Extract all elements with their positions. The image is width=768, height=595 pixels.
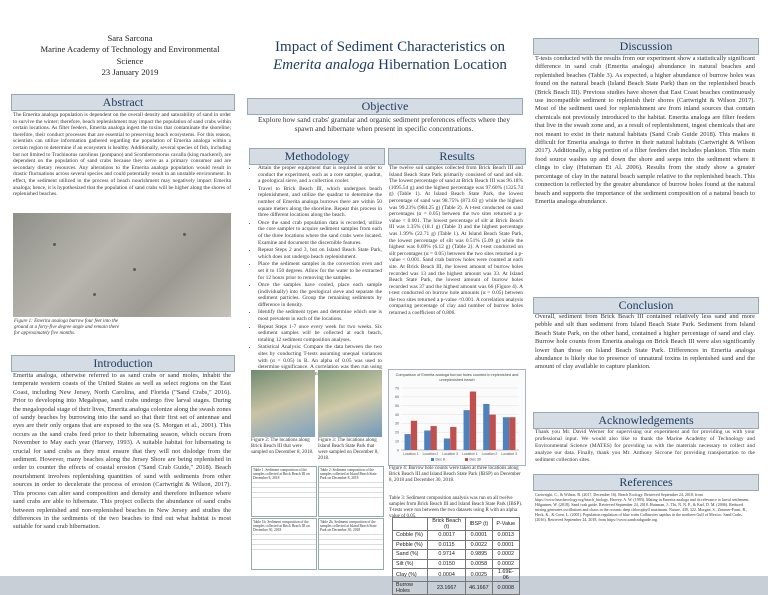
legend-label: Dec 8 (435, 457, 445, 462)
table2 (318, 466, 384, 517)
discussion-body: T-tests conducted with the results from our experiment show a statistically significant difference in sand crab (Emerita analoga) abundance in natural beaches and replenished beaches (Table 3). As expected, a higher abundance of burrow holes was found on the natural beach (Island Beach State Park) than on the replenished beach (Brick Beach III). Previous studies have shown that East Coast beaches continuously use incompatible sediment to replenish their shores (Cartwright & Wilson 2017). Most of the sediment used for replenishment are from inland sources that contain chemicals not previously introduced to the habitat. Emerita analoga are filter feeders that live in the swash zone and, as a result of replenishment, ingest chemicals that are not meant to exist in their natural habitats (Sand Crab Guide 2018). This makes it difficult for Emerita analoga to thrive in their natural habitats (Cartwright & Wilson 2017). Additionally, a big portion of a filter feeders diet includes plankton. This main food source washes up and down the shore and seeps into the sediment where it clings to clay (Huisman Et Al. 2006). Results from the study show a greater percentage of clay in the natural beach sample relative to the replenished beach. This connection is reflected by the greater abundance of burrow holes found at the natural beach and supports the importance of the sediment composition of a natural beach to Emerita analoga abundance. (535, 55, 755, 205)
title-rest: Hibernation Location (374, 57, 507, 73)
methodology-list (250, 165, 382, 377)
objective-title: Objective (247, 98, 523, 115)
introduction-title: Introduction (11, 355, 235, 372)
table-cell: 0.0017 (428, 531, 466, 541)
burrow-mark (53, 243, 56, 246)
table-row (319, 497, 383, 502)
legend-label: Dec 30 (469, 457, 481, 462)
methodology-step: • Travel to Brick Beach III, which undergoes beach replenishment, and utilize the quadrat to determine the number of Emerita analoga burrows there are within 50 square meters along the shoreline. Repeat this process in three different locations along the beach. (258, 186, 382, 219)
introduction-body: Emerita analoga, otherwise referred to as sand crabs or sand moles, inhabit the temperate western coasts of the United States as well as select regions on the East Coast, including New Jersey, North Carolina, and Florida ("Sand Crabs," 2016). Prior to developing into Megalopae, sand crabs undergo five larval stages. During the megalopodal stage of their lives, Emerita analoga colonize along the swash zones of sandy beaches by burrowing into the sand so that their first set of antennae and eyes are their only organs that are exposed to the sea (S. Morgan et al., 2001). This occurs as the sand crabs feed prior to their hibernating season, which occurs from November to May each year (Harvey, 1993). A suitable habitat for hibernating is crucial for sand crabs as they must ensure that they will not dislodge from the sediment. However, many beaches along the Jersey Shore are being replenished in order to counter the effects of coastal erosion ("Sand Crab Guide," 2018). Beach nourishment involves replenishing quantities of sand with sediments from other sources in order to decelerate the process of erosion (Cartwright & Wilson, 2017). This process can alter sand composition and density and therefore influence where sand crabs are able to hibernate. This project collects the abundance of sand crabs between replenished and non-replenished beaches in New Jersey and studies the differences in the sediments of the two beaches to find out what habitat is most suitable for sand crab hibernation. (13, 372, 231, 531)
table-cell: 46.1667 (466, 582, 493, 595)
table-header-cell (393, 518, 428, 531)
methodology-step: • Repeat Steps 1-7 once every week for two weeks. Six sediment samples will be collected at each beach, totaling 12 sediment composition analyses. (258, 324, 382, 344)
bar (470, 392, 476, 450)
figure2-caption: Figure 2: The locations along Brick Beach III that were sampled on December 8, 2018. (251, 438, 314, 455)
table-cell: 0.0001 (466, 531, 493, 541)
table2-title: Table 2: Sediment composition of the samples collected at Island Beach State Park on December 8, 2018 (320, 468, 377, 481)
table-cell: 0.9714 (428, 550, 466, 560)
bar (464, 410, 470, 450)
y-tick-label: 50 (395, 404, 399, 409)
table-header-cell: IBSP (t) (466, 518, 493, 531)
poster-title (240, 38, 540, 74)
table-header-row (393, 518, 520, 531)
table-row (252, 497, 316, 502)
y-tick-label: 0 (397, 448, 399, 453)
poster-date: 23 January 2019 (101, 67, 159, 78)
x-tick-label: Location 2 (481, 452, 498, 456)
table1b-title: Table 1b: Sediment composition of the samples collected at Brick Beach III on December 30, 2018 (253, 520, 310, 533)
table-row (393, 550, 520, 560)
burrow-chart-box (388, 369, 526, 466)
table-row (393, 540, 520, 550)
table-header-cell: Brick Beach (t) (428, 518, 466, 531)
bar (509, 417, 515, 450)
methodology-step: • Once the sand crab population data is recorded, utilize the core sampler to acquire sediment samples from each of the three locations where the sand crabs were located. Examine and document the discernible features. (258, 220, 382, 246)
title-line1: Impact of Sediment Characteristics on (275, 39, 505, 55)
table-cell: 0.0115 (428, 540, 466, 550)
table-row (252, 549, 316, 554)
y-tick-label: 60 (395, 395, 399, 400)
methodology-step: • Once the samples have cooled, place each sample (individually) into the geological sieve and separate the sediment particles. Group the remaining sediments by difference in density. (258, 282, 382, 308)
burrow-mark (133, 268, 136, 271)
table-cell: 0.0002 (492, 550, 519, 560)
table1 (251, 466, 317, 517)
results-title: Results (388, 148, 526, 165)
figure2-map (251, 370, 315, 437)
x-tick-label: Location 1 (403, 452, 419, 456)
table-cell: 0.0008 (492, 582, 519, 595)
objective-body: Explore how sand crabs' granular and organic sediment preferences effects where they spawn and hibernate when present in specific concentrations. (257, 115, 511, 134)
title-species: Emerita analoga (273, 57, 375, 73)
acknowledgements-title: Acknowledgements (533, 412, 759, 429)
table-header-cell: P-Value (492, 518, 519, 531)
x-tick-label: Location 1 (462, 452, 478, 456)
table1b (251, 518, 317, 570)
abstract-title: Abstract (11, 94, 235, 111)
results-body: The twelve soil samples collected from Brick Beach III and Island Beach State Park primarily consisted of sand and silt. The lowest percentage of sand at Brick Beach III was 96.18% (1095.54 g) and the highest percentage was 97.60% (1325.74 g) (Table 1). At Island Beach State Park, the lowest percentage of sand was 98.75% (873.63 g) while the highest was 99.23% (984.25 g) (Table 2). A t-test conducted on sand percentages (α = 0.05) between the two sites returned a p-value < 0.001. The lowest percentage of silt at Brick Beach III was 1.35% (18.1 g) (Table 3) and the highest percentage was 1.99% (22.71 g) (Table 1). At Island Beach State Park, the lowest percentage of silt was 0.51% (5.09 g) while the highest was 0.69% (6.12 g) (Table 2). A t-test conducted on silt percentages (α = 0.05) between the two sites returned a p-value < 0.001. Sand crab burrow holes were counted at each site. At Brick Beach III, the lowest amount of burrow holes recorded was 13 and the highest amount was 33. At Island Beach State Park, the lowest amount of burrow holes recorded was 37 and the highest amount was 66 (Figure 4). A t-test conducted on burrow hole amounts (α = 0.05) between the two sites returned a p-value <0.001. A correlation analysis comparing percentage of clay and number of burrow holes returned a coefficient of 0.806. (389, 165, 523, 317)
discussion-title: Discussion (533, 38, 759, 55)
bar (444, 438, 450, 450)
burrow-mark (183, 233, 186, 236)
methodology-step: • Attain the proper equipment that is required in order to conduct the experiment, such as a core sampler, quadrat, a geological sieve, and a collection cooler. (258, 165, 382, 185)
table-cell: 0.0001 (492, 540, 519, 550)
conclusion-body: Overall, sediment from Brick Beach III contained relatively less sand and more pebble and silt than sediment from Island Beach State Park. Sediment from Island Beach State Park, on the other hand, contained a higher percentage of sand and clay. Burrow hole counts from Emerita analoga on Brick Beach III were also significantly lower than those on Island Beach State Park. Differences in Emerita analoga abundance is likely due to presence of unnatural toxins in replenished sand and the amount of clay available to capture plankton. (535, 313, 755, 371)
figure3-map (318, 370, 382, 437)
table3 (392, 517, 520, 595)
legend-swatch (431, 458, 434, 461)
sand-crab-photo (13, 213, 231, 317)
bar (405, 434, 411, 450)
table-cell: Clay (%) (393, 569, 428, 582)
table-cell: Sand (%) (393, 550, 428, 560)
burrow-bar-chart (389, 384, 525, 464)
figure1-caption: Figure 1: Emerita analoga burrow four feet into the ground at a forty-five degree angle and remain there for approximately five months. (14, 319, 120, 336)
table-cell: 0.0025 (466, 569, 493, 582)
table-cell: 0.0004 (428, 569, 466, 582)
figure4-caption: Figure 4: Burrow hole counts were taken at three locations along Brick Beach III and Island Beach State Park (IBSP) on December 8, 2018 and December 30, 2018. (389, 466, 521, 483)
x-tick-label: Location 3 (501, 452, 517, 456)
methodology-step: • Place the sediment samples in the convection oven and set it to 150 degrees. Allow for the water to be extracted for 12 hours prior to removing the samples. (258, 261, 382, 281)
table-cell: 0.0058 (466, 559, 493, 569)
table-row (393, 559, 520, 569)
table2b (318, 518, 384, 570)
table-cell: 0.9895 (466, 550, 493, 560)
bar (450, 427, 456, 450)
table-cell: Burrow Holes (393, 582, 428, 595)
y-tick-label: 70 (395, 386, 399, 391)
conclusion-title: Conclusion (533, 297, 759, 314)
methodology-step: • Statistical Analysis: Compare the data between the two sites by conducting T-tests assuming unequal variances with (α = 0.05) in R. An alpha of 0.05 was used to determine significance. A correlation was then run using number (258, 344, 382, 377)
abstract-body: The Emerita analoga population is dependent on the overall density and saturability of sand in order to survive the winter; therefore, beach replenishment may impact the population of sand crabs within certain locations. As filter feeders, Emerita analoga ingest the toxins that contaminate the shoreline; therefore, their conduct processes that are essential to preserving beach ecosystems. For this reason, scientists can utilize information gathered regarding the population of Emerita analoga within a certain region to determine if an ecosystem is healthy. Additionally, several species of fish, including but not limited to Trachinotus carolinus (pompano) and Scomberomorus cavalla (king mackerel), are dependent on the population of sand crabs because they serve as a primary consumer and are secondary dietary resources. Any alterations to the Emerita analoga population would result in drastic fluctuations across several species and could potentially result in an unstable environment. In effect, the sediment utilized in the process of beach nourishment may negatively impact Emerita analoga; hence, it is hypothesized that the population of sand crabs will be higher along the shores of replenished beaches. (13, 112, 231, 198)
bar (490, 415, 496, 450)
table-cell: 0.0022 (466, 540, 493, 550)
y-tick-label: 30 (395, 421, 399, 426)
y-tick-label: 40 (395, 412, 399, 417)
references-title: References (533, 474, 759, 491)
methodology-title: Methodology (249, 148, 385, 165)
table-cell: 0.0013 (492, 531, 519, 541)
burrow-mark (93, 293, 96, 296)
methodology-body (250, 165, 382, 377)
methodology-step: • Repeat Steps 2 and 3, but on Island Beach State Park, which does not undergo beach replenishment. (258, 247, 382, 260)
table-row (319, 549, 383, 554)
table-cell: Cobble (%) (393, 531, 428, 541)
table-cell: 23.1667 (428, 582, 466, 595)
table1-title: Table 1: Sediment composition of the samples collected at Brick Beach III on December 8, 2018 (253, 468, 310, 481)
bar (503, 417, 509, 450)
chart-title: Comparison of Emerita analoga burrow holes counted in replenished and unreplenished beach (395, 373, 519, 382)
legend-swatch (465, 458, 468, 461)
table3-caption: Table 3: Sediment composition analysis was run on all twelve samples from Brick Beach III and Island Beach State Park (IBSP). T-tests were run between the two datasets using R with an alpha value of 0.05. (389, 496, 523, 519)
methodology-step: • Identify the sediment types and determine which one is most prevalent in each of the locations. (258, 309, 382, 322)
table-cell: 0.0150 (428, 559, 466, 569)
x-tick-label: Location 3 (442, 452, 458, 456)
figure3-caption: Figure 3: The locations along Island Beach State Park that were sampled on December 8, 2018. (318, 438, 379, 461)
author-block (40, 33, 220, 79)
references-body: Cartwright, C., & Wilson, B. (2017, December 16). Beach Ecology. Retrieved September 24, 2018, from https://www.beachecology.org/beach_biology. Harvey, A. W. (1993). Mating in Emerita analoga and its relevance to larval settlement. Hilgartner, W. (2018). Sand crab guide. Retrieved September 24, 2018. Huisman, J., Thi, N. N. P., & Karl, D. M. (2006). Reduced mixing generates oscillations and chaos in the oceanic deep chlorophyll maximum. Nature, 439, 322. Morgan, S., Zimmer-Faust, R., Heck, K., & Coen, L. (2001). Population regulation of blue crabs Callinectes sapidus in the northern Gulf of Mexico. Sand Crabs. (2016). Retrieved September 24, 2018, from https://www.sandcrabguide.org. (535, 492, 750, 522)
table-row (393, 582, 520, 595)
table-cell: Pebble (%) (393, 540, 428, 550)
table-row (393, 531, 520, 541)
y-tick-label: 10 (395, 439, 399, 444)
x-tick-label: Location 2 (422, 452, 439, 456)
bar (424, 431, 430, 450)
acknowledgements-body: Thank you Mr. David Werner for supervising our experiment and for providing us with your professional input. We would also like to thank the Marine Academy of Technology and Environmental Science (MATES) for providing us with the materials necessary to collect and analyze our data. Finally, thank you Mr. Anthony Siccone for providing transportation to the sediment collection sites. (535, 429, 755, 463)
bar (483, 404, 489, 450)
table-cell: 1.69E-06 (492, 569, 519, 582)
table-cell: 0.0002 (492, 559, 519, 569)
institution: Marine Academy of Technology and Environmental Science (40, 44, 220, 66)
y-tick-label: 20 (395, 430, 399, 435)
bar (431, 426, 437, 450)
table-row (393, 569, 520, 582)
author-name: Sara Sarcona (107, 33, 153, 43)
bar (411, 421, 417, 450)
table-cell: Silt (%) (393, 559, 428, 569)
table2b-title: Table 2b: Sediment composition of the samples collected at Island Beach State Park on December 30, 2018 (320, 520, 377, 533)
